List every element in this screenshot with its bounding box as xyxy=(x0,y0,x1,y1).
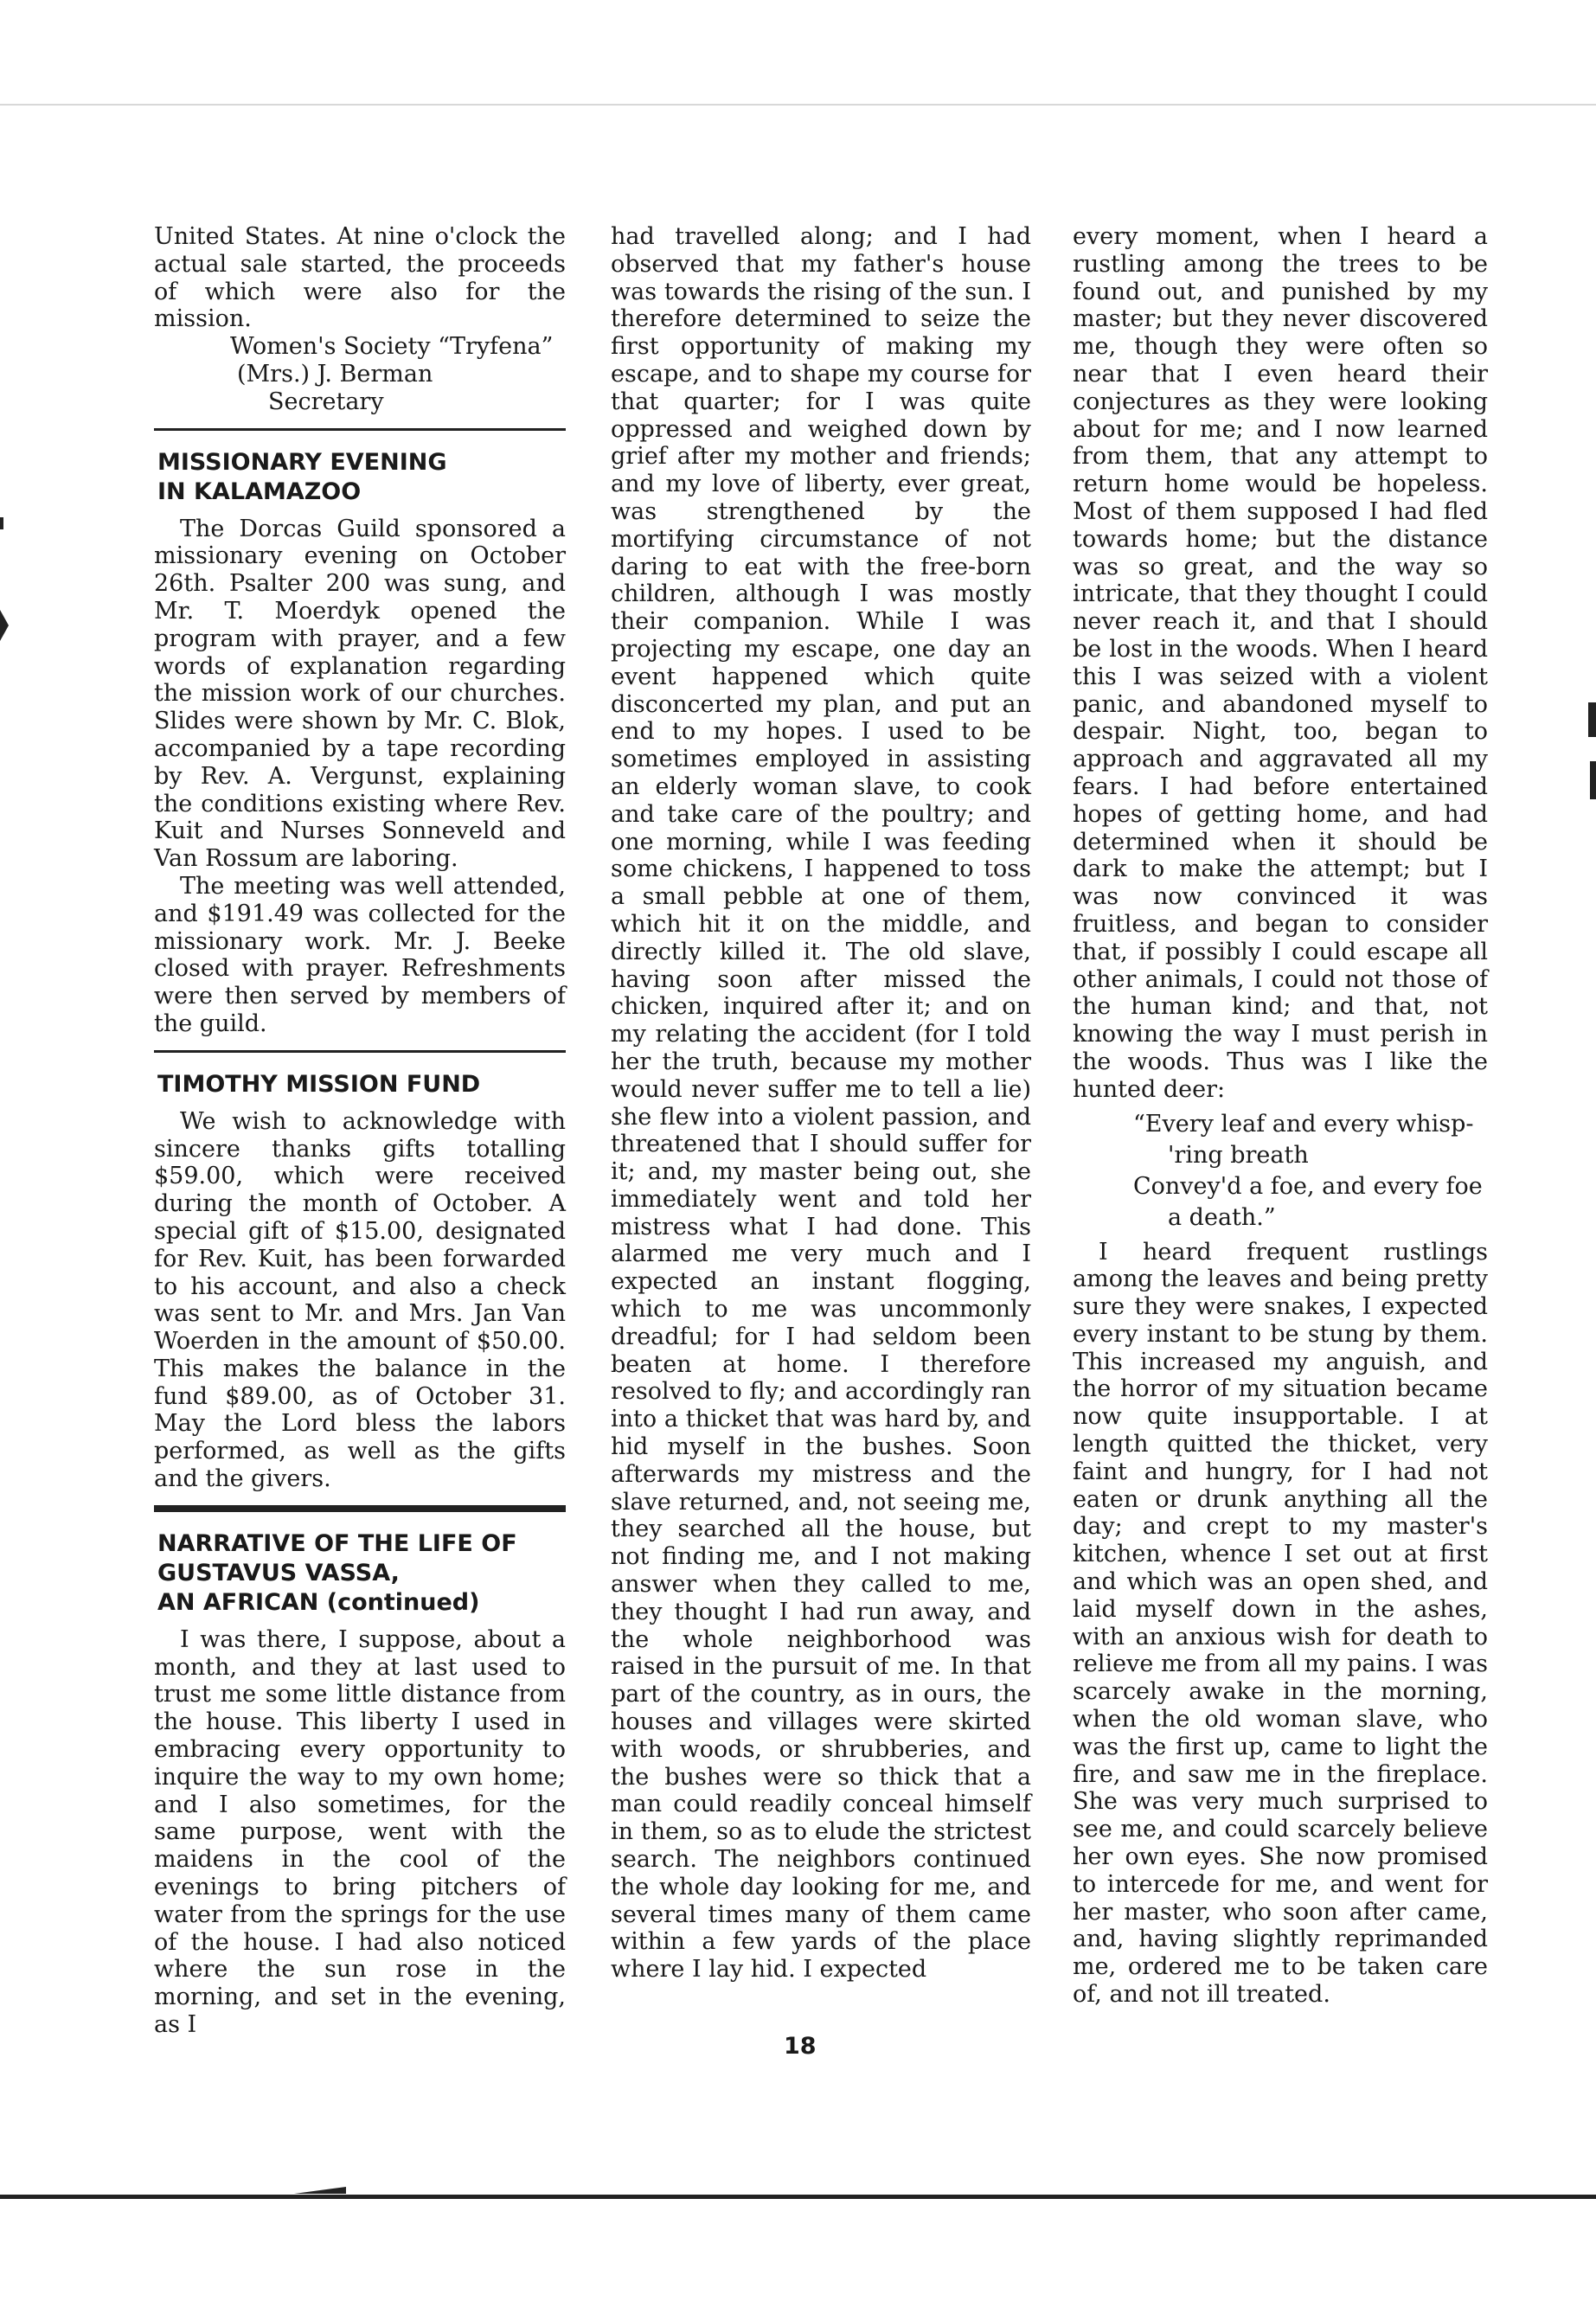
signature-line-2: (Mrs.) J. Berman xyxy=(237,360,433,388)
scan-mark-right-2 xyxy=(1590,761,1596,799)
intro-paragraph: United States. At nine o'clock the actual sale started, the proceeds of which were also for the mission. xyxy=(154,223,566,333)
paragraph: We wish to acknowledge with sincere thanks gifts totalling $59.00, which were received during the month of October. A special gift of $15.00, designated for Rev. Kuit, has been forwarded to his account, and also a check was sent to Mr. and Mrs. Jan Van Woerden in the amount of $50.00. This makes the balance in the fund $89.00, as of October 31. May the Lord bless the labors performed, as well as the gifts and the givers. xyxy=(154,1107,566,1493)
column-2 xyxy=(611,223,1031,1984)
verse-line: Convey'd a foe, and every foe xyxy=(1133,1172,1483,1200)
heading-line: GUSTAVUS VASSA, xyxy=(157,1559,400,1586)
paragraph: The meeting was well attended, and $191.49 was collected for the missionary work. Mr. J. Beeke closed with prayer. Refreshments were then served by members of the guild. xyxy=(154,872,566,1037)
verse-line: a death.” xyxy=(1168,1203,1276,1231)
paragraph: every moment, when I heard a rustling among the trees to be found out, and punished by my master; but they never discovered me, though they were often so near that I even heard their conjectures as they were looking about for me; and I now learned from them, that any attempt to return home would be hopeless. Most of them supposed I had fled towards home; but the distance was so great, and the way so intricate, that they thought I could never reach it, and that I should be lost in the woods. When I heard this I was seized with a violent panic, and abandoned myself to despair. Night, too, began to approach and aggravated all my fears. I had before entertained hopes of getting home, and had determined when it should be dark to make the attempt; but I was now convinced it was fruitless, and began to consider that, if possibly I could escape all other animals, I could not those of the human kind; and that, not knowing the way I must perish in the woods. Thus was I like the hunted deer: xyxy=(1073,223,1488,1103)
page-number: 18 xyxy=(784,2033,817,2060)
paragraph: The Dorcas Guild sponsored a missionary evening on October 26th. Psalter 200 was sung, and Mr. T. Moerdyk opened the program with prayer, and a few words of explanation regarding the mission work of our churches. Slides were shown by Mr. C. Blok, accompanied by a tape recording by Rev. A. Vergunst, explaining the conditions existing where Rev. Kuit and Nurses Sonneveld and Van Rossum are laboring. xyxy=(154,515,566,873)
paragraph: had travelled along; and I had observed that my father's house was towards the rising of the sun. I therefore determined to seize the first opportunity of making my escape, and to shape my course for that quarter; for I was quite oppressed and weighed down by grief after my mother and friends; and my love of liberty, ever great, was strengthened by the mortifying circumstance of not daring to eat with the free-born children, although I was mostly their companion. While I was projecting my escape, one day an event happened which quite disconcerted my plan, and put an end to my hopes. I used to be sometimes employed in assisting an elderly woman slave, to cook and take care of the poultry; and one morning, while I was feeding some chickens, I happened to toss a small pebble at one of them, which hit it on the middle, and directly killed it. The old slave, having soon after missed the chicken, inquired after it; and on my relating the accident (for I told her the truth, because my mother would never suffer me to tell a lie) she flew into a violent passion, and threatened that I should suffer for it; and, my master being out, she immediately went and told her mistress what I had done. This alarmed me very much and I expected an instant flogging, which to me was uncommonly dreadful; for I had seldom been beaten at home. I therefore resolved to fly; and accordingly ran into a thicket that was hard by, and hid myself in the bushes. Soon afterwards my mistress and the slave returned, and, not seeing me, they searched all the house, but not finding me, and I not making answer when they called to me, they thought I had run away, and the whole neighborhood was raised in the pursuit of me. In that part of the country, as in ours, the houses and villages were skirted with woods, or shrubberies, and the bushes were so thick that a man could readily conceal himself in them, so as to elude the strictest search. The neighbors continued the whole day looking for me, and several times many of them came within a few yards of the place where I lay hid. I expected xyxy=(611,223,1031,1984)
heading-line: MISSIONARY EVENING xyxy=(157,448,447,476)
section-divider xyxy=(154,428,566,431)
heading-timothy-mission-fund: TIMOTHY MISSION FUND xyxy=(157,1070,481,1098)
verse-line: “Every leaf and every whisp- xyxy=(1133,1110,1474,1138)
signature-block xyxy=(154,333,566,415)
heading-line: AN AFRICAN (continued) xyxy=(157,1588,480,1616)
scan-mark-right xyxy=(1588,702,1596,737)
column-3 xyxy=(1073,223,1488,2009)
scan-mark-left-top xyxy=(0,517,3,529)
heading-line: IN KALAMAZOO xyxy=(157,478,362,505)
heading-line: NARRATIVE OF THE LIFE OF xyxy=(157,1529,517,1557)
signature-line-3: Secretary xyxy=(268,388,384,415)
signature-line-1: Women's Society “Tryfena” xyxy=(230,333,554,361)
section-divider xyxy=(154,1050,566,1053)
paragraph: I heard frequent rustlings among the leaves and being pretty sure they were snakes, I expected every instant to be stung by them. This increased my anguish, and the horror of my situation became now quite insupportable. I at length quitted the thicket, very faint and hungry, for I had not eaten or drunk anything all the day; and crept to my master's kitchen, whence I set out at first and which was an open shed, and laid myself down in the ashes, with an anxious wish for death to relieve me from all my pains. I was scarcely awake in the morning, when the old woman slave, who was the first up, came to light the fire, and saw me in the fireplace. She was very much surprised to see me, and could scarcely believe her own eyes. She now promised to intercede for me, and went for her master, who soon after came, and, having slightly reprimanded me, ordered me to be taken care of, and not ill treated. xyxy=(1073,1238,1488,2009)
section-divider-thick xyxy=(154,1505,566,1512)
heading-missionary-evening xyxy=(157,448,566,507)
verse-quote xyxy=(1073,1109,1488,1234)
heading-narrative xyxy=(157,1529,566,1618)
column-1 xyxy=(154,223,566,2039)
paragraph: I was there, I suppose, about a month, and they at last used to trust me some little distance from the house. This liberty I used in embracing every opportunity to inquire the way to my own home; and I also sometimes, for the same purpose, went with the maidens in the cool of the evenings to bring pitchers of water from the springs for the use of the house. I had also noticed where the sun rose in the morning, and set in the evening, as I xyxy=(154,1625,566,2039)
verse-line: 'ring breath xyxy=(1168,1141,1309,1169)
